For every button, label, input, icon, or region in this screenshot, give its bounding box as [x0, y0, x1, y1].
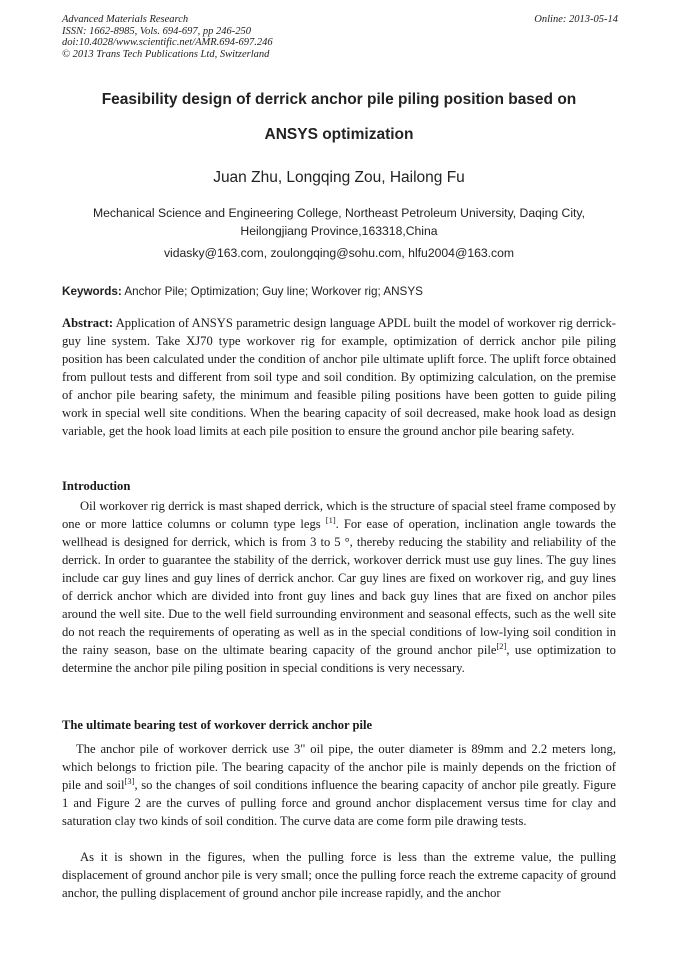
abstract-text: Application of ANSYS parametric design language APDL built the model of workover rig derrick-guy line system. Take XJ70 type workover rig for example, optimization of derrick anchor pile piling position has been calculated under the condition of anchor pile ultimate uplift force. The uplift force obtained from pullout tests and different from soil type and soil condition. By optimizing calculation, on the premise of anchor pile bearing safety, the minimum and feasible piling positions have been gotten to guide piling work in special well site conditions. When the bearing capacity of soil decreased, make hook load as design variable, get the hook load limits at each pile position to ensure the ground anchor pile bearing safety.: [62, 316, 616, 438]
journal-name: Advanced Materials Research: [62, 14, 189, 25]
intro-text-3: , use optimization to determine the anchor pile piling position in special conditions is very necessary.: [62, 643, 616, 675]
abstract: [62, 314, 616, 440]
intro-text-2: . For ease of operation, inclination angle towards the wellhead is designed for derrick, which is from 3 to 5 °, thereby reducing the stability and reliability of the derrick. In order to guarantee the stability of the derrick, workover derrick must use guy lines. The guy lines include car guy lines and guy lines of derrick anchor. Car guy lines are fixed on workover rig, and guy lines of derrick anchor which are divided into front guy lines and back guy lines that are fixed on anchor piles around the well site. Due to the well field surrounding environment and seasonal effects, such as the well site do not reach the requirements of operating as well as in the special conditions of low-lying soil condition in the rainy season, base on the ultimate bearing capacity of the ground anchor pile: [62, 517, 617, 657]
introduction-paragraph: [62, 497, 616, 677]
citation-3: [3]: [124, 776, 135, 786]
issn-line: ISSN: 1662-8985, Vols. 694-697, pp 246-250: [62, 25, 251, 37]
abstract-label: Abstract:: [62, 316, 114, 330]
affiliation-line-2: Heilongjiang Province,163318,China: [240, 224, 438, 238]
citation-1: [1]: [325, 515, 336, 525]
paper-title-line-2: ANSYS optimization: [264, 126, 414, 143]
copyright-line: © 2013 Trans Tech Publications Ltd, Switzerland: [62, 48, 270, 60]
author-emails: vidasky@163.com, zoulongqing@sohu.com, hlfu2004@163.com: [163, 246, 515, 260]
keywords-label: Keywords:: [62, 285, 122, 298]
ultimate-bearing-test-heading: The ultimate bearing test of workover derrick anchor pile: [62, 718, 373, 732]
affiliation-line-1: Mechanical Science and Engineering College, Northeast Petroleum University, Daqing City,: [92, 206, 586, 220]
journal-header: [62, 14, 618, 60]
ultimate-paragraph-1: [62, 740, 616, 830]
online-date: Online: 2013-05-14: [534, 14, 618, 25]
ultimate-text-1: The anchor pile of workover derrick use 3" oil pipe, the outer diameter is 89mm and 2.2 meters long, which belongs to friction pile. The bearing capacity of the anchor pile is mainly depends on the friction of pile and soil: [62, 742, 616, 792]
authors: Juan Zhu, Longqing Zou, Hailong Fu: [213, 169, 465, 186]
keywords: [62, 285, 616, 298]
doi-line: doi:10.4028/www.scientific.net/AMR.694-697.246: [62, 37, 273, 48]
ultimate-text-2: , so the changes of soil conditions influence the bearing capacity of anchor pile greatly. Figure 1 and Figure 2 are the curves of pulling force and ground anchor displacement versus time for clay and saturation clay two kinds of soil condition. The curve data are come form pile drawing tests.: [62, 778, 616, 828]
paper-title-line-1: Feasibility design of derrick anchor pile piling position based on: [101, 91, 577, 108]
ultimate-paragraph-2: As it is shown in the figures, when the pulling force is less than the extreme value, the pulling displacement of ground anchor pile is very small; once the pulling force reach the extreme capacity of ground anchor, the pulling displacement of ground anchor pile increase rapidly, and the anchor: [62, 850, 616, 900]
keywords-text: Anchor Pile; Optimization; Guy line; Workover rig; ANSYS: [121, 285, 423, 298]
introduction-heading: Introduction: [62, 479, 131, 493]
intro-text-1: Oil workover rig derrick is mast shaped derrick, which is the structure of spacial steel frame composed by one or more lattice columns or column type legs: [62, 499, 616, 531]
citation-2: [2]: [496, 641, 507, 651]
affiliation: [62, 204, 616, 240]
